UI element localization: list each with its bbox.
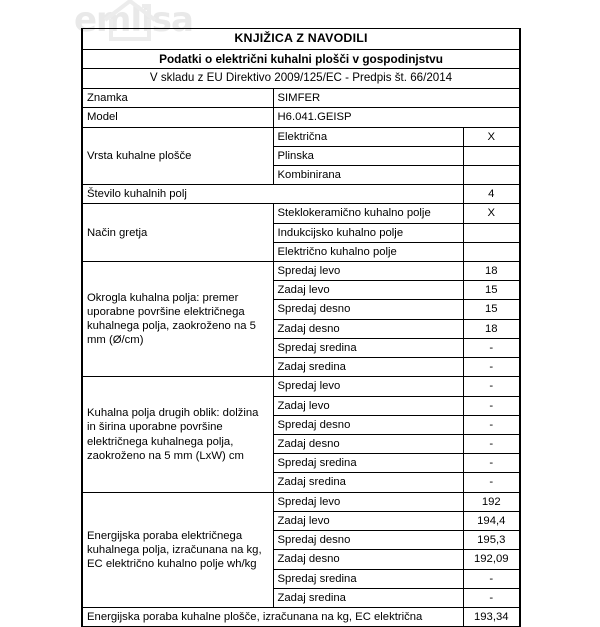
table-row-title <box>82 29 520 50</box>
other-shape-zones-label: Kuhalna polja drugih oblik: dolžina in širina uporabne površine električnega kuhalnega polja, zaokroženo na 5 mm (LxW) cm <box>82 377 273 492</box>
heating-method-label: Način gretja <box>82 204 273 262</box>
document-subtitle: Podatki o električni kuhalni plošči v gospodinjstvu <box>82 49 520 69</box>
other-shape-zone-value: - <box>463 473 520 492</box>
energy-zone-value: 192 <box>463 492 520 511</box>
hob-type-option-label: Električna <box>273 127 463 146</box>
other-shape-zone-value: - <box>463 396 520 415</box>
other-shape-zone-position: Spredaj sredina <box>273 454 463 473</box>
table-row-circular-1 <box>82 262 520 281</box>
energy-zone-position: Spredaj sredina <box>273 569 463 588</box>
hob-type-option-label: Plinska <box>273 146 463 165</box>
table-row-other-shape-1 <box>82 377 520 396</box>
zone-count-label: Število kuhalnih polj <box>82 185 463 204</box>
table-row-energy-total <box>82 607 520 626</box>
hob-type-option-label: Kombinirana <box>273 165 463 184</box>
heating-method-option-label: Indukcijsko kuhalno polje <box>273 223 463 242</box>
energy-zone-position: Zadaj sredina <box>273 588 463 607</box>
energy-zone-value: 195,3 <box>463 531 520 550</box>
table-row-brand <box>82 89 520 108</box>
heating-method-option-label: Steklokeramično kuhalno polje <box>273 204 463 223</box>
hob-type-option-mark: X <box>463 127 520 146</box>
other-shape-zone-position: Zadaj levo <box>273 396 463 415</box>
energy-zone-value: 194,4 <box>463 511 520 530</box>
circular-zone-value: 15 <box>463 300 520 319</box>
hob-type-label: Vrsta kuhalne plošče <box>82 127 273 185</box>
table-row-model <box>82 108 520 127</box>
circular-zone-position: Zadaj sredina <box>273 358 463 377</box>
circular-zone-value: 18 <box>463 319 520 338</box>
brand-label: Znamka <box>82 89 273 108</box>
circular-zone-value: 15 <box>463 281 520 300</box>
circular-zone-position: Zadaj levo <box>273 281 463 300</box>
heating-method-option-label: Električno kuhalno polje <box>273 242 463 261</box>
other-shape-zone-value: - <box>463 377 520 396</box>
energy-zone-value: - <box>463 569 520 588</box>
table-row-subtitle <box>82 49 520 69</box>
model-value: H6.041.GEISP <box>273 108 520 127</box>
hob-type-option-mark <box>463 146 520 165</box>
table-row-directive <box>82 69 520 89</box>
zone-count-value: 4 <box>463 185 520 204</box>
other-shape-zone-value: - <box>463 415 520 434</box>
heating-method-option-mark: X <box>463 204 520 223</box>
heating-method-option-mark <box>463 242 520 261</box>
table-row-zone-count <box>82 185 520 204</box>
energy-zone-value: - <box>463 588 520 607</box>
circular-zone-position: Spredaj sredina <box>273 338 463 357</box>
energy-zone-position: Spredaj desno <box>273 531 463 550</box>
circular-zone-position: Spredaj desno <box>273 300 463 319</box>
energy-zone-value: 192,09 <box>463 550 520 569</box>
other-shape-zone-position: Spredaj levo <box>273 377 463 396</box>
other-shape-zone-value: - <box>463 435 520 454</box>
other-shape-zone-position: Spredaj desno <box>273 415 463 434</box>
other-shape-zone-position: Zadaj sredina <box>273 473 463 492</box>
circular-zone-position: Zadaj desno <box>273 319 463 338</box>
brand-value: SIMFER <box>273 89 520 108</box>
circular-zone-position: Spredaj levo <box>273 262 463 281</box>
hob-type-option-mark <box>463 165 520 184</box>
energy-total-label: Energijska poraba kuhalne plošče, izračunana na kg, EC električna <box>82 607 463 626</box>
watermark-text: emlisa <box>74 0 193 40</box>
table-row-heating-1 <box>82 204 520 223</box>
energy-zone-position: Zadaj desno <box>273 550 463 569</box>
other-shape-zone-value: - <box>463 454 520 473</box>
circular-zone-value: 18 <box>463 262 520 281</box>
other-shape-zone-position: Zadaj desno <box>273 435 463 454</box>
heating-method-option-mark <box>463 223 520 242</box>
circular-zone-value: - <box>463 338 520 357</box>
table-row-energy-zone-1 <box>82 492 520 511</box>
document-title: KNJIŽICA Z NAVODILI <box>82 29 520 50</box>
table-row-hob-type-1 <box>82 127 520 146</box>
product-information-table <box>81 28 521 627</box>
document-directive: V skladu z EU Direktivo 2009/125/EC - Predpis št. 66/2014 <box>82 69 520 89</box>
model-label: Model <box>82 108 273 127</box>
energy-per-zone-label: Energijska poraba električnega kuhalnega polja, izračunana na kg, EC električno kuhalno polje wh/kg <box>82 492 273 607</box>
energy-zone-position: Zadaj levo <box>273 511 463 530</box>
energy-zone-position: Spredaj levo <box>273 492 463 511</box>
circular-zone-value: - <box>463 358 520 377</box>
circular-zones-label: Okrogla kuhalna polja: premer uporabne površine električnega kuhalnega polja, zaokroženo na 5 mm (Ø/cm) <box>82 262 273 377</box>
energy-total-value: 193,34 <box>463 607 520 626</box>
